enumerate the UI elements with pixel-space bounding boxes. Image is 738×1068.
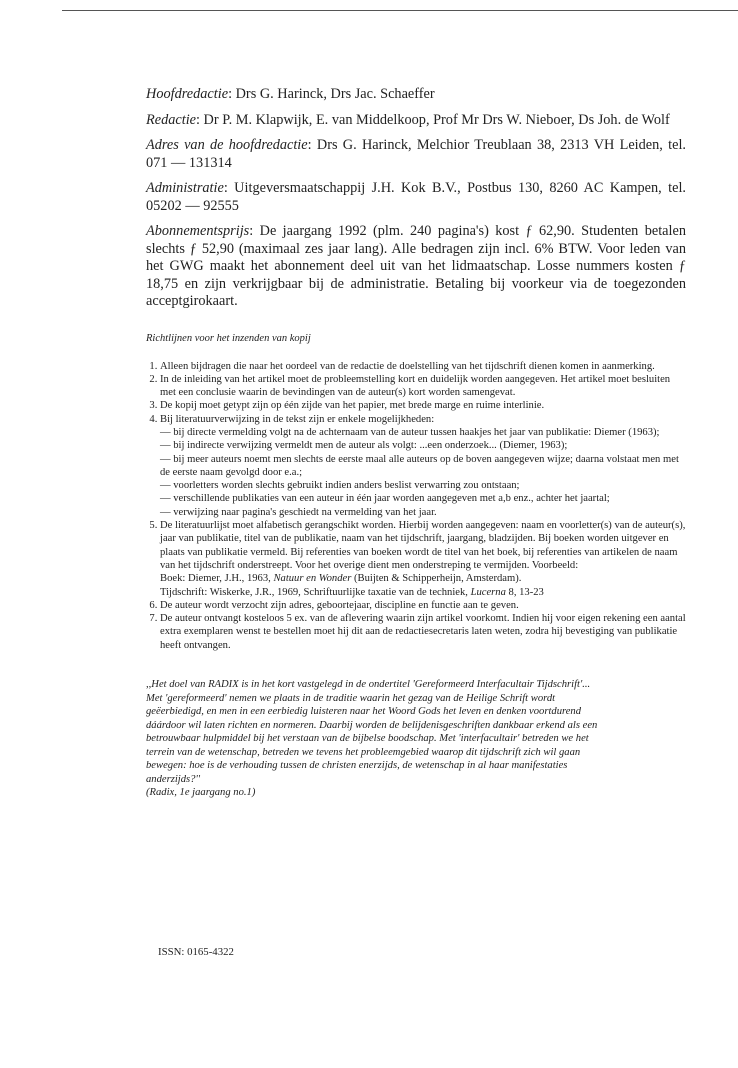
example-journal-post: 8, 13-23	[505, 586, 544, 598]
rule-4-option-d: — voorletters worden slechts gebruikt indien anders beslist verwarring zou ontstaan;	[160, 480, 520, 492]
rule-4-option-e: — verschillende publikaties van een auteur in één jaar worden aangegeven met a,b enz., achter het jaartal;	[160, 493, 610, 505]
rule-4-option-c: — bij meer auteurs noemt men slechts de eerste maal alle auteurs op de boven aangegeven wijze; daarna volstaat men met de eerste naam gevolgd door e.a.;	[160, 453, 679, 478]
quote-line-5: betrouwbaar hulpmiddel bij het verstaan van de bijbelse boodschap. Met 'interfacultair' betreden we het	[146, 733, 589, 745]
rule-5-text: 5. De literatuurlijst moet alfabetisch gerangschikt worden. Hierbij worden aangegeven: naam en voorletter(s) van de auteur(s), jaar van publikatie, titel van de publikatie, naam van het tijdschrift, jaargang, bladzijden. Bij boeken worden uitgever en plaats van publikatie vermeld. Bij referenties van boeken wordt de titel van het boek, bij referenties van artikelen de naam van het tijdschrift onderstreept. Voor het overige dient men onderstreping te vermijden. Voorbeeld:	[160, 520, 686, 571]
example-book-title: Natuur en Wonder	[273, 573, 352, 585]
adres-label: Adres van de hoofdredactie	[146, 137, 308, 153]
redactie	[146, 112, 686, 130]
rule-1: 1. Alleen bijdragen die naar het oordeel van de redactie de doelstelling van het tijdschrift dienen komen in aanmerking.	[160, 360, 686, 373]
example-journal-pre: Tijdschrift: Wiskerke, J.R., 1969, Schriftuurlijke taxatie van de techniek,	[160, 586, 471, 598]
rule-5	[160, 519, 686, 599]
radix-quote	[146, 678, 686, 800]
quote-line-8: anderzijds?''	[146, 773, 200, 785]
adres-text: : Drs G. Harinck, Melchior Treublaan 38, 2313 VH Leiden, tel. 071 — 131314	[146, 137, 687, 171]
example-book-post: (Buijten & Schipperheijn, Amsterdam).	[351, 573, 522, 585]
rule-4-intro: 4. Bij literatuurverwijzing in de tekst zijn er enkele mogelijkheden:	[160, 413, 435, 425]
rule-7: 7. De auteur ontvangt kosteloos 5 ex. van de aflevering waarin zijn artikel voorkomt. Indien hij voor eigen rekening een aantal extra exemplaren wenst te bestellen moet hij dit aan de redactiesecretaris laten weten, zodra hij bevestiging van publikatie heeft ontvangen.	[160, 612, 686, 652]
adres	[146, 137, 686, 172]
quote-line-1: ,,Het doel van RADIX is in het kort vastgelegd in de ondertitel 'Gereformeerd Interfacultair Tijdschrift'...	[146, 679, 591, 691]
rule-3: 3. De kopij moet getypt zijn op één zijde van het papier, met brede marge en ruime interlinie.	[160, 399, 686, 412]
issn: ISSN: 0165-4322	[158, 946, 234, 958]
administratie-text: : Uitgeversmaatschappij J.H. Kok B.V., Postbus 130, 8260 AC Kampen, tel. 05202 — 92555	[146, 180, 686, 214]
hoofdredactie	[146, 86, 686, 104]
abonnementsprijs	[146, 223, 686, 311]
quote-source: (Radix, 1e jaargang no.1)	[146, 787, 256, 799]
quote-line-3: geëerbiedigd, en men in een eerbiedig luisteren naar het Woord Gods het leven en denken voortdurend	[146, 706, 582, 718]
rule-6: 6. De auteur wordt verzocht zijn adres, geboortejaar, discipline en functie aan te geven.	[160, 599, 686, 612]
abonnementsprijs-label: Abonnementsprijs	[146, 223, 250, 239]
masthead	[146, 86, 686, 311]
hoofdredactie-text: : Drs G. Harinck, Drs Jac. Schaeffer	[228, 86, 435, 102]
rule-4-option-a: — bij directe vermelding volgt na de achternaam van de auteur tussen haakjes het jaar van publikatie: Diemer (1963);	[160, 426, 660, 438]
administratie-label: Administratie	[146, 180, 224, 196]
rule-5-example-journal	[160, 586, 686, 599]
rule-4-option-b: — bij indirecte verwijzing vermeldt men de auteur als volgt: ...een onderzoek... (Diemer, 1963);	[160, 440, 568, 452]
redactie-label: Redactie	[146, 111, 197, 128]
rule-4-option-f: — verwijzing naar pagina's geschiedt na vermelding van het jaar.	[160, 506, 437, 518]
hoofdredactie-label: Hoofdredactie	[146, 86, 229, 102]
quote-line-7: bewegen: hoe is de verhouding tussen de christen enerzijds, de wetenschap in al haar manifestaties	[146, 760, 568, 772]
redactie-text: : Dr P. M. Klapwijk, E. van Middelkoop, Prof Mr Drs W. Nieboer, Ds Joh. de Wolf	[196, 111, 670, 128]
page-content	[146, 86, 686, 800]
example-book-pre: Boek: Diemer, J.H., 1963,	[160, 573, 274, 585]
quote-line-4: dáárdoor wil laten richten en normeren. Daarbij worden de belijdenisgeschriften dankbaar erkend als een	[146, 719, 598, 731]
abonnementsprijs-text: : De jaargang 1992 (plm. 240 pagina's) kost ƒ 62,90. Studenten betalen slechts ƒ 52,90 (maximaal zes jaar lang). Alle bedragen zijn incl. 6% BTW. Voor leden van het GWG maakt het abonnement deel uit van het lidmaatschap. Losse nummers kosten ƒ 18,75 en zijn verkrijgbaar bij de administratie. Betaling bij voorkeur via de toegezonden acceptgirokaart.	[146, 223, 686, 309]
quote-line-2: Met 'gereformeerd' nemen we plaats in de traditie waarin het gezag van de Heilige Schrift wordt	[146, 692, 556, 704]
rule-5-example-book	[160, 572, 686, 585]
top-rule	[62, 10, 738, 11]
rule-4	[160, 413, 686, 519]
rule-2: 2. In de inleiding van het artikel moet de probleemstelling kort en duidelijk worden aangegeven. Het artikel moet besluiten met een conclusie waarin de bevindingen van de auteur(s) kort worden samengevat.	[160, 373, 686, 400]
administratie	[146, 180, 686, 215]
quote-line-6: terrein van de wetenschap, betreden we tevens het probleemgebied waarop dit tijdschrift zich wil gaan	[146, 746, 581, 758]
example-journal-title: Lucerna	[470, 586, 506, 598]
rules-list	[146, 360, 686, 653]
rules-title: Richtlijnen voor het inzenden van kopij	[146, 332, 311, 344]
